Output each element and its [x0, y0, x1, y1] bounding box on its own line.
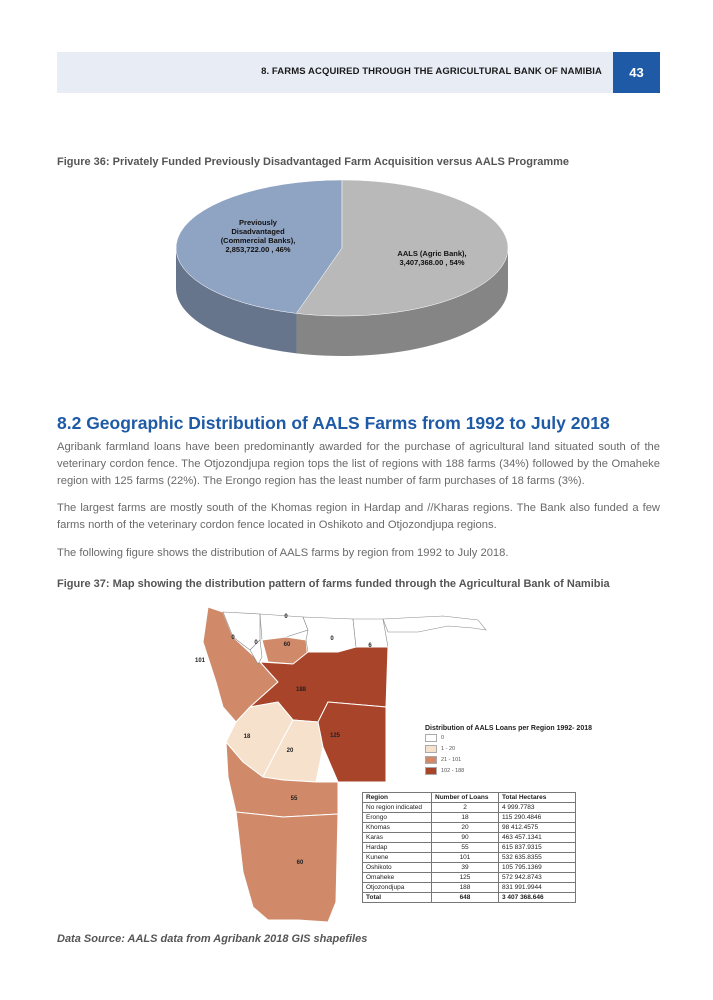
table-cell: 648 [432, 893, 499, 903]
map-region-count: 20 [286, 748, 294, 754]
legend-item [425, 766, 592, 776]
map-region-count: 60 [296, 860, 304, 866]
table-cell: 55 [432, 843, 499, 853]
legend-swatch [425, 745, 437, 753]
table-row [363, 873, 576, 883]
pie-label-line: Previously [239, 218, 277, 227]
map-region-count: 125 [329, 733, 341, 739]
table-cell: 2 [432, 803, 499, 813]
map-legend [425, 725, 592, 776]
header-bar [57, 52, 614, 93]
table-row [363, 863, 576, 873]
table-row [363, 823, 576, 833]
table-cell: 532 635.8355 [499, 853, 576, 863]
table-cell: 98 412.4575 [499, 823, 576, 833]
table-cell: No region indicated [363, 803, 432, 813]
table-cell: 125 [432, 873, 499, 883]
figure-37-title: Figure 37: Map showing the distribution pattern of farms funded through the Agricultural Bank of Namibia [57, 578, 610, 590]
table-body [363, 803, 576, 903]
table-row [363, 803, 576, 813]
table-header: Total Hectares [499, 793, 576, 803]
table-cell: 105 795.1369 [499, 863, 576, 873]
pie-label-line: 2,853,722.00 , 46% [225, 245, 291, 254]
table-cell: 188 [432, 883, 499, 893]
table-cell: Oshikoto [363, 863, 432, 873]
table-cell: 101 [432, 853, 499, 863]
table-cell: Total [363, 893, 432, 903]
map-region-count: 0 [254, 640, 258, 646]
legend-label: 21 - 101 [441, 757, 462, 763]
table-cell: Omaheke [363, 873, 432, 883]
legend-label: 1 - 20 [441, 746, 456, 752]
table-cell: 3 407 368.646 [499, 893, 576, 903]
table-cell: 90 [432, 833, 499, 843]
data-source: Data Source: AALS data from Agribank 2018 GIS shapefiles [57, 933, 368, 945]
region-omaheke [318, 702, 386, 782]
map-region-count: 6 [368, 643, 372, 649]
legend-item [425, 755, 592, 765]
table-cell: Otjozondjupa [363, 883, 432, 893]
table-cell: 20 [432, 823, 499, 833]
table-cell: Karas [363, 833, 432, 843]
table-cell: 831 991.9944 [499, 883, 576, 893]
map-region-count: 18 [243, 734, 251, 740]
table-cell: Hardap [363, 843, 432, 853]
map-region-count: 60 [283, 642, 291, 648]
table-row [363, 853, 576, 863]
map-region-count: 0 [330, 636, 334, 642]
map-region-count: 0 [284, 614, 288, 620]
table-row [363, 813, 576, 823]
table-header: Number of Loans [432, 793, 499, 803]
table-cell: 18 [432, 813, 499, 823]
header-title: 8. FARMS ACQUIRED THROUGH THE AGRICULTURAL BANK OF NAMIBIA [261, 66, 602, 77]
table-row [363, 883, 576, 893]
paragraph-2: The largest farms are mostly south of the Khomas region in Hardap and //Kharas regions. The Bank also funded a few farms north of the veterinary cordon fence located in Oshikoto and Otjozondjupa regions. [57, 502, 660, 531]
map-region-count: 0 [231, 635, 235, 641]
table-cell: 115 290.4846 [499, 813, 576, 823]
map-region-count: 188 [295, 687, 307, 693]
region-kavango [303, 617, 356, 652]
legend-label: 102 - 188 [441, 768, 465, 774]
table-header-row [363, 793, 576, 803]
pie-label-line: 3,407,368.00 , 54% [399, 258, 465, 267]
map-region-count: 55 [290, 796, 298, 802]
legend-title: Distribution of AALS Loans per Region 1992- 2018 [425, 725, 592, 732]
pie-label-1 [397, 249, 466, 267]
table-total-row [363, 893, 576, 903]
paragraph-1: Agribank farmland loans have been predominantly awarded for the purchase of agricultural land situated south of the veterinary cordon fence. The Otjozondjupa region tops the list of regions with 188 farms (34%) followed by the Omaheke region with 125 farms (22%). The Erongo region has the least number of farm purchases of 18 farms (3%). [57, 441, 660, 487]
table-cell: 4 999.7783 [499, 803, 576, 813]
table-row [363, 833, 576, 843]
table-cell: Erongo [363, 813, 432, 823]
pie-chart [170, 178, 510, 378]
paragraph-3: The following figure shows the distribution of AALS farms by region from 1992 to July 2018. [57, 547, 509, 559]
section-heading: 8.2 Geographic Distribution of AALS Farms from 1992 to July 2018 [57, 413, 610, 433]
map-region-count: 101 [194, 658, 206, 664]
table-cell: 463 457.1341 [499, 833, 576, 843]
table-header: Region [363, 793, 432, 803]
table-cell: 39 [432, 863, 499, 873]
pie-label-line: Disadvantaged [231, 227, 285, 236]
legend-swatch [425, 734, 437, 742]
table-cell: 615 837.9315 [499, 843, 576, 853]
legend-item [425, 744, 592, 754]
pie-label-line: AALS (Agric Bank), [397, 249, 467, 258]
table-cell: Kunene [363, 853, 432, 863]
table-row [363, 843, 576, 853]
region-karas [236, 812, 338, 922]
legend-swatch [425, 767, 437, 775]
legend-swatch [425, 756, 437, 764]
legend-item [425, 733, 592, 743]
table-cell: 572 942.8743 [499, 873, 576, 883]
region-zambezi [383, 616, 486, 632]
figure-36-title: Figure 36: Privately Funded Previously Disadvantaged Farm Acquisition versus AALS Programme [57, 156, 570, 168]
region-table [362, 792, 576, 903]
page-number: 43 [613, 52, 660, 93]
pie-label-line: (Commercial Banks), [220, 236, 296, 245]
table-cell: Khomas [363, 823, 432, 833]
legend-label: 0 [441, 735, 445, 741]
